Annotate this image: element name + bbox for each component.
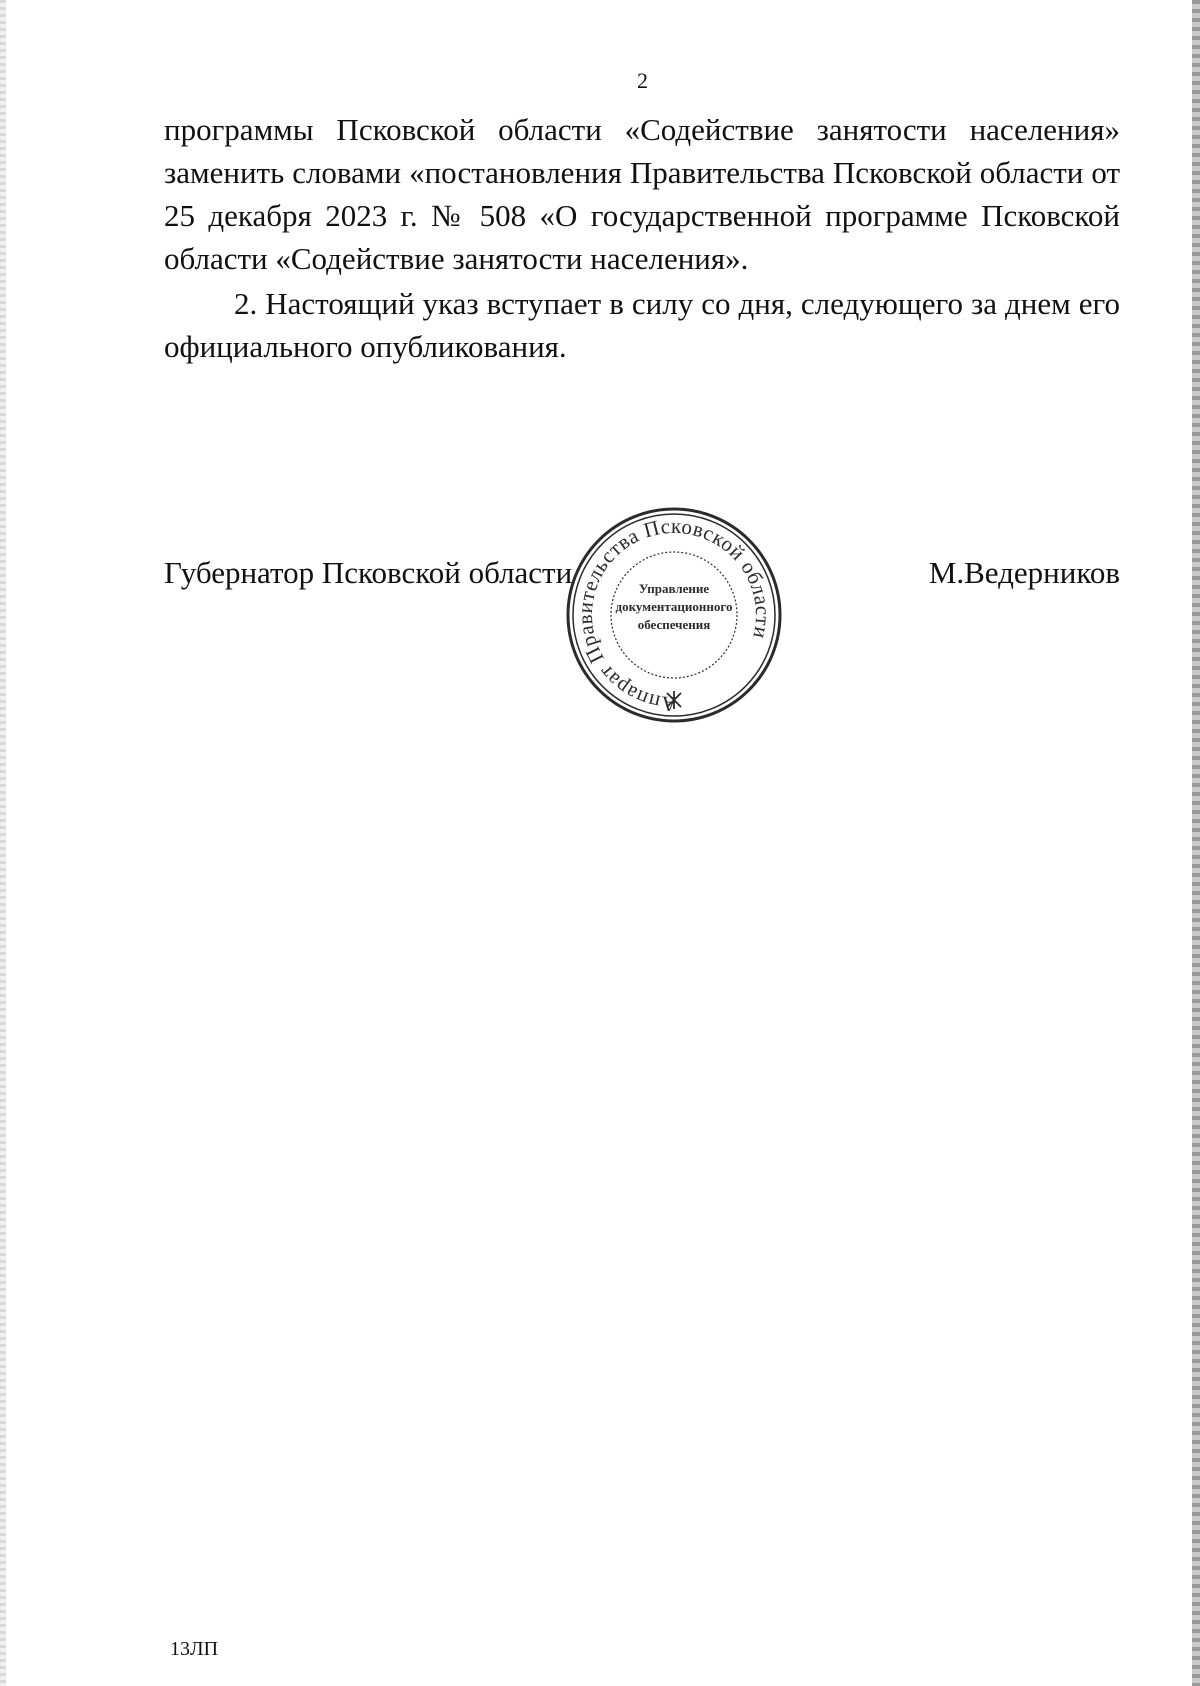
scan-edge-left [0, 0, 6, 1686]
document-code: 13ЛП [170, 1638, 219, 1660]
signer-title: Губернатор Псковской области [164, 555, 573, 590]
seal-outer-text: Аппарат Правительства Псковской области [572, 513, 776, 717]
signer-name: М.Ведерников [928, 555, 1120, 590]
official-seal [564, 505, 784, 725]
page-number: 2 [637, 68, 648, 93]
seal-inner-line-2: документационного [615, 599, 733, 614]
body-paragraph-2: 2. Настоящий указ вступает в силу со дня, следующего за днем его официального опубликования. [164, 286, 1120, 364]
seal-outer-ring [568, 509, 780, 721]
seal-graphic [564, 505, 784, 725]
scan-edge-right [1192, 0, 1200, 1686]
seal-inner-line-3: обеспечения [637, 617, 711, 632]
seal-inner-line-1: Управление [638, 581, 710, 596]
body-paragraph-1: программы Псковской области «Содействие занятости населения» заменить словами «постановления Правительства Псковской области от 25 декабря 2023 г. № 508 «О государственной программе Псковской области «Содействие занятости населения». [164, 112, 1120, 276]
document-body [164, 108, 1120, 368]
seal-inner-ring [611, 552, 737, 678]
